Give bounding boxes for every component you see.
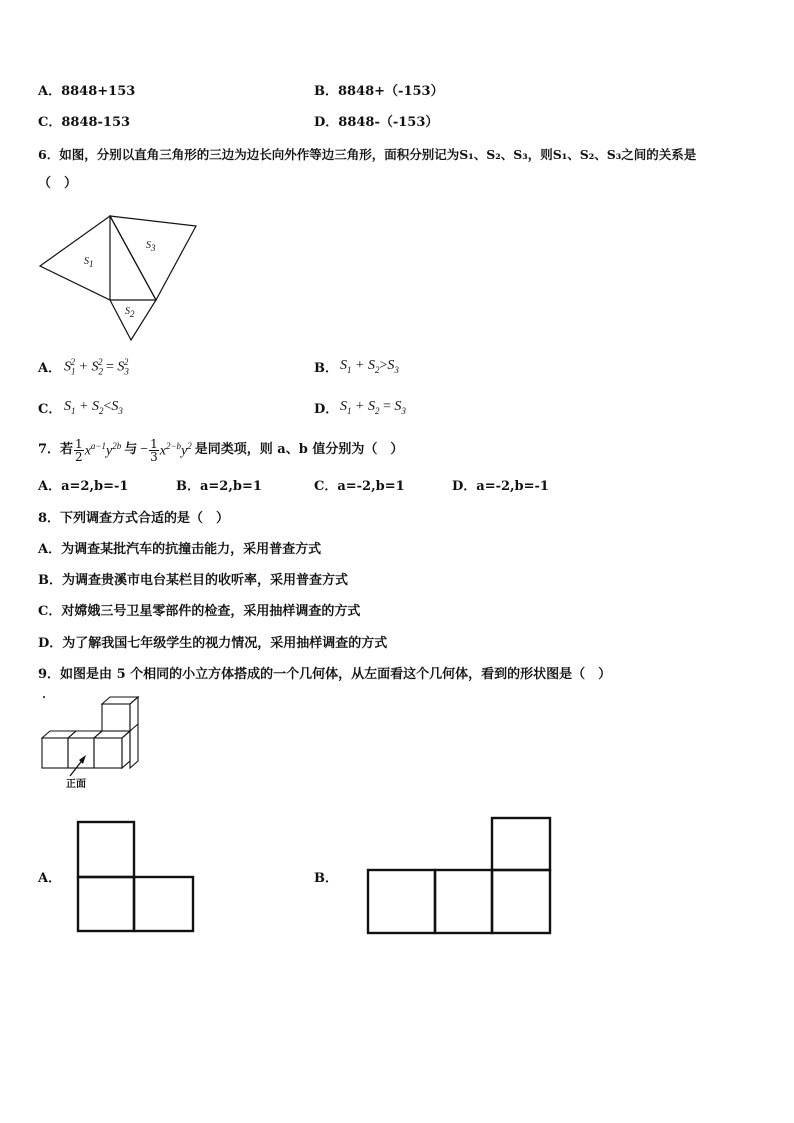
q9-option-a-label: A． bbox=[38, 871, 62, 886]
q8-option-a: A．为调查某批汽车的抗撞击能力，采用普查方式 bbox=[38, 542, 322, 557]
q8-stem: 8．下列调查方式合适的是（ ） bbox=[38, 511, 230, 526]
q7-fraction-1: $\frac{1}{2}$ bbox=[75, 436, 83, 464]
q5-option-c: C．8848-153 bbox=[38, 115, 131, 130]
q6-option-c-formula: $S_1 + S_2<S_3$ bbox=[64, 399, 123, 416]
s3-label: $S_3$ bbox=[146, 240, 156, 253]
q9-stem: 9．如图是由 5 个相同的小立方体搭成的一个几何体，从左面看这个几何体，看到的形状图是（ ） bbox=[38, 667, 612, 682]
q7-stem: 7．若 $\frac{1}{2}$ $x^{a-1}y^{2b}$ 与 − $\frac{1}{3}$ $x^{2-b}y^2$ 是同类项，则 a、b 值分别为（ ） bbox=[38, 436, 404, 464]
q6-stem: 6．如图，分别以直角三角形的三边为边长向外作等边三角形，面积分别记为S₁、S₂、S₃，则S₁、S₂、S₃之间的关系是 bbox=[38, 147, 697, 162]
q6-option-a-label: A． bbox=[38, 361, 62, 376]
front-view-label: 正面 bbox=[66, 779, 86, 790]
q5-option-d: D．8848-（-153） bbox=[314, 115, 439, 130]
q8-option-b: B．为调查贵溪市电台某栏目的收听率，采用普查方式 bbox=[38, 573, 348, 588]
q6-option-b-formula: $S_1 + S_2>S_3$ bbox=[340, 358, 399, 375]
s2-label: $S_2$ bbox=[125, 306, 135, 319]
q7-option-d: D．a=-2,b=-1 bbox=[452, 479, 549, 494]
q7-option-b: B．a=2,b=1 bbox=[176, 479, 262, 494]
s1-label: $S_1$ bbox=[84, 256, 94, 269]
q7-option-c: C．a=-2,b=1 bbox=[314, 479, 405, 494]
q6-paren: （ ） bbox=[38, 176, 78, 191]
q6-option-d-label: D． bbox=[314, 402, 339, 417]
q7-fraction-2: $\frac{1}{3}$ bbox=[150, 436, 158, 464]
q5-option-a: A．8848+153 bbox=[38, 84, 136, 99]
q9-option-b-label: B． bbox=[314, 871, 338, 886]
q5-option-b: B．8848+（-153） bbox=[314, 84, 444, 99]
q8-option-d: D．为了解我国七年级学生的视力情况，采用抽样调查的方式 bbox=[38, 636, 388, 651]
q6-option-d-formula: $S_1 + S_2 = S_3$ bbox=[340, 399, 406, 416]
q6-option-a-formula: $S_1^2 + S_2^2 = S_3^2$ bbox=[64, 357, 129, 377]
q6-option-b-label: B． bbox=[314, 361, 338, 376]
q6-option-c-label: C． bbox=[38, 402, 62, 417]
q7-option-a: A．a=2,b=-1 bbox=[38, 479, 129, 494]
q8-option-c: C．对嫦娥三号卫星零部件的检查，采用抽样调查的方式 bbox=[38, 604, 361, 619]
